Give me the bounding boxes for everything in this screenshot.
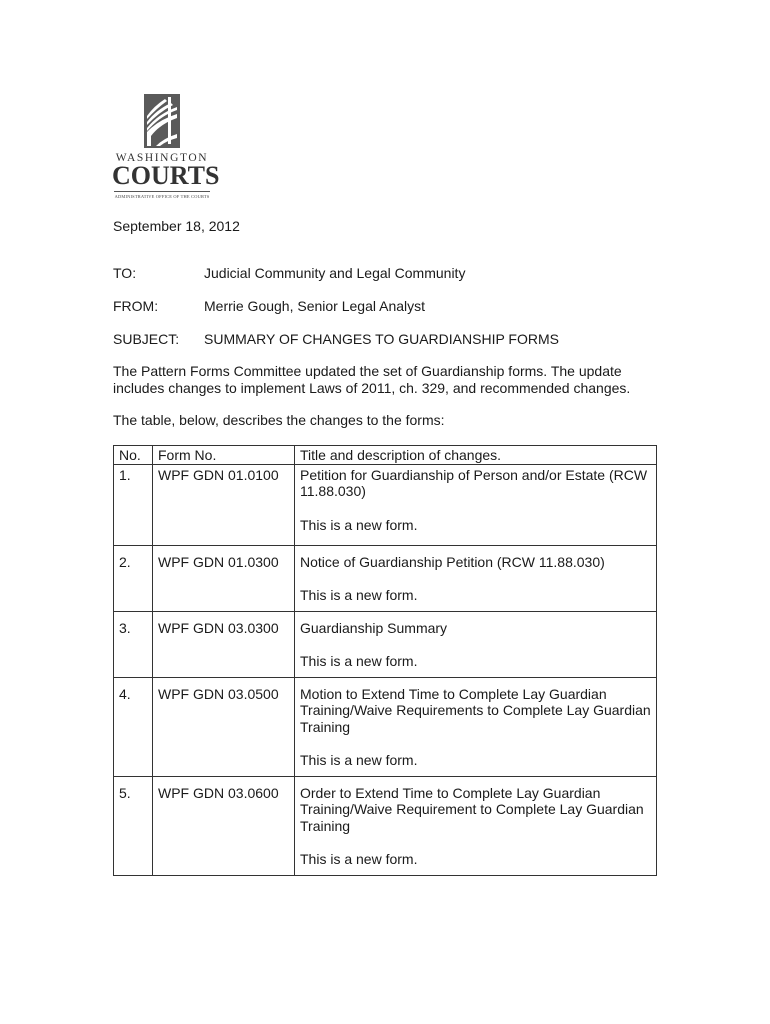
table-intro: The table, below, describes the changes to the forms: (113, 412, 445, 428)
header-title: Title and description of changes. (295, 446, 657, 465)
row-title: Motion to Extend Time to Complete Lay Guardian Training/Waive Requirements to Complete Lay Guardian Training (300, 685, 651, 735)
row-title-cell (295, 611, 657, 677)
table-header-row (114, 446, 657, 465)
table-row (114, 776, 657, 875)
row-note: This is a new form. (300, 587, 418, 603)
from-value: Merrie Gough, Senior Legal Analyst (204, 298, 426, 314)
to-value: Judicial Community and Legal Community (204, 265, 466, 281)
body-paragraph: The Pattern Forms Committee updated the set of Guardianship forms. The update includes changes to implement Laws of 2011, ch. 329, and recommended changes. (113, 363, 631, 396)
memo-date: September 18, 2012 (113, 218, 240, 234)
row-form-no: WPF GDN 01.0100 (153, 464, 295, 545)
header-form-no: Form No. (153, 446, 295, 465)
row-no: 1. (114, 464, 153, 545)
row-title: Guardianship Summary (300, 619, 448, 636)
row-form-no: WPF GDN 01.0300 (153, 545, 295, 611)
row-note: This is a new form. (300, 653, 418, 669)
table-row (114, 611, 657, 677)
row-no: 2. (114, 545, 153, 611)
changes-table (113, 445, 657, 876)
from-label: FROM: (113, 298, 159, 314)
logo-divider (114, 191, 210, 192)
logo-subtitle-text: ADMINISTRATIVE OFFICE OF THE COURTS (114, 194, 210, 199)
subject-value: SUMMARY OF CHANGES TO GUARDIANSHIP FORMS (204, 331, 559, 347)
row-no: 3. (114, 611, 153, 677)
subject-label: SUBJECT: (113, 331, 180, 347)
row-form-no: WPF GDN 03.0500 (153, 677, 295, 776)
row-title: Petition for Guardianship of Person and/or Estate (RCW 11.88.030) (300, 466, 648, 499)
row-title-cell (295, 776, 657, 875)
row-no: 5. (114, 776, 153, 875)
row-note: This is a new form. (300, 516, 418, 533)
to-label: TO: (113, 265, 137, 281)
row-title-cell (295, 677, 657, 776)
row-title: Notice of Guardianship Petition (RCW 11.88.030) (300, 553, 605, 570)
header-no: No. (114, 446, 153, 465)
logo-state-text: WASHINGTON (115, 152, 209, 164)
table-row (114, 464, 657, 545)
table-row (114, 545, 657, 611)
row-form-no: WPF GDN 03.0600 (153, 776, 295, 875)
row-no: 4. (114, 677, 153, 776)
row-title-cell (295, 464, 657, 545)
row-note: This is a new form. (300, 851, 418, 867)
logo-courts-text: COURTS (112, 161, 220, 190)
row-form-no: WPF GDN 03.0300 (153, 611, 295, 677)
table-row (114, 677, 657, 776)
courts-emblem-icon (144, 94, 180, 148)
row-title: Order to Extend Time to Complete Lay Guardian Training/Waive Requirement to Complete Lay Guardian Training (300, 784, 644, 834)
row-note: This is a new form. (300, 752, 418, 768)
row-title-cell (295, 545, 657, 611)
